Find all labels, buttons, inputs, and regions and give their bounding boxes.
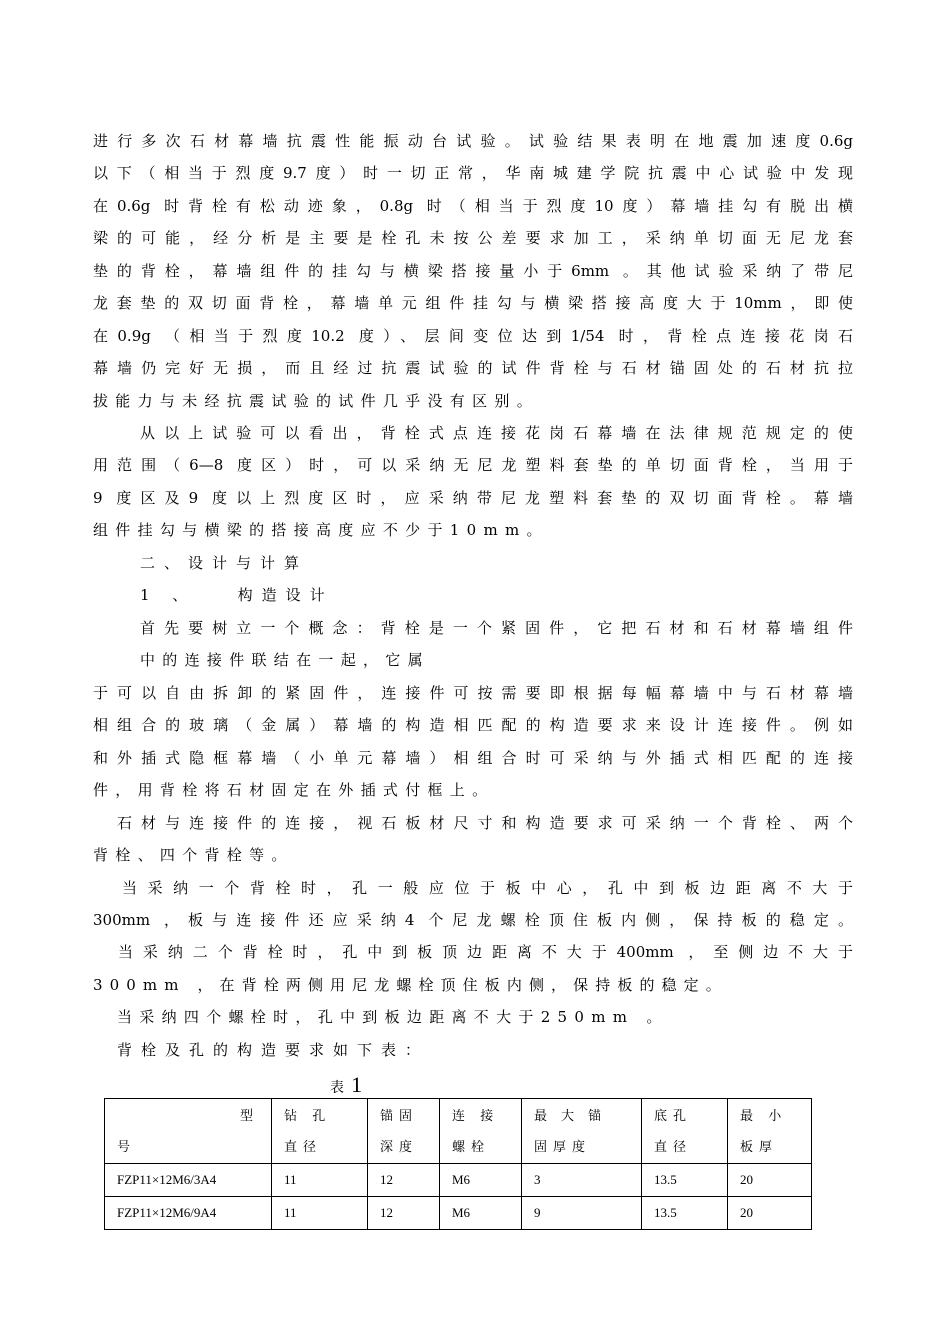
table-cell: 3	[522, 1164, 642, 1197]
text-line: 从以上试验可以看出，背栓式点连接花岗石幕墙在法律规范规定的使	[140, 424, 853, 442]
text-line: 当采纳二个背栓时，孔中到板顶边距离不大于400mm ，至侧边不大于	[118, 943, 853, 961]
header-text: 螺栓	[452, 1139, 491, 1154]
subsection-heading: 1 、 构造设计	[140, 586, 334, 604]
header-text: 底孔	[654, 1108, 693, 1123]
text-line: 于可以自由拆卸的紧固件，连接件可按需要即根据每幅幕墙中与石材幕墙	[93, 684, 853, 702]
table-cell: 20	[728, 1197, 812, 1230]
text-line: 相组合的玻璃（金属）幕墙的构造相匹配的构造要求来设计连接件。例如	[93, 716, 853, 734]
header-text: 连 接	[452, 1108, 500, 1123]
header-text: 深度	[380, 1139, 419, 1154]
table-header-row	[105, 1099, 812, 1164]
table-cell: FZP11×12M6/3A4	[105, 1164, 272, 1197]
header-cell-anchor-depth	[368, 1099, 440, 1164]
text-line: 背栓及孔的构造要求如下表：	[117, 1041, 430, 1059]
header-text: 最 小	[740, 1108, 788, 1123]
table-cell: 11	[272, 1197, 368, 1230]
header-text: 型	[239, 1108, 259, 1123]
text-line: 幕墙仍完好无损，而且经过抗震试验的试件背栓与石材锚固处的石材抗拉	[93, 359, 853, 377]
text-line: 300mm ，板与连接件还应采纳4 个尼龙螺栓顶住板内侧，保持板的稳定。	[93, 911, 853, 929]
table-cell: FZP11×12M6/9A4	[105, 1197, 272, 1230]
table-cell: M6	[440, 1197, 522, 1230]
header-text: 锚固	[380, 1108, 419, 1123]
header-text: 固厚度	[534, 1139, 592, 1154]
table-caption	[330, 1072, 362, 1098]
header-cell-max-anchor-thickness	[522, 1099, 642, 1164]
text-line: 300mm ，在背栓两侧用尼龙螺栓顶住板内侧，保持板的稳定。	[93, 976, 728, 994]
text-line: 垫的背栓，幕墙组件的挂勾与横梁搭接量小于6mm 。其他试验采纳了带尼	[93, 262, 853, 280]
text-line: 在0.9g （相当于烈度10.2 度）、层间变位达到1/54 时，背栓点连接花岗石	[93, 327, 853, 345]
text-line: 用范围（6—8 度区）时，可以采纳无尼龙塑料套垫的单切面背栓，当用于	[93, 456, 853, 474]
table-cell: 13.5	[642, 1197, 728, 1230]
table-cell: 11	[272, 1164, 368, 1197]
text-line: 首先要树立一个概念：背栓是一个紧固件，它把石材和石材幕墙组件	[140, 619, 853, 637]
header-cell-bottom-hole-diameter	[642, 1099, 728, 1164]
table-cell: 9	[522, 1197, 642, 1230]
spec-table	[104, 1098, 812, 1230]
header-cell-bolt	[440, 1099, 522, 1164]
text-line: 组件挂勾与横梁的搭接高度应不少于10mm。	[93, 521, 549, 539]
text-line: 当采纳四个螺栓时，孔中到板边距离不大于250mm 。	[117, 1008, 669, 1026]
table-caption-number: 1	[351, 1072, 363, 1097]
header-text: 最大锚	[534, 1108, 616, 1123]
text-line: 当采纳一个背栓时，孔一般应位于板中心，孔中到板边距离不大于	[122, 879, 853, 897]
text-line: 在0.6g 时背栓有松动迹象，0.8g 时（相当于烈度10度）幕墙挂勾有脱出横	[93, 197, 853, 215]
text-line: 中的连接件联结在一起，它属	[140, 651, 430, 669]
header-text: 号	[117, 1139, 137, 1154]
table-cell: M6	[440, 1164, 522, 1197]
text-line: 件，用背栓将石材固定在外插式付框上。	[93, 781, 495, 799]
text-line: 背栓、四个背栓等。	[93, 846, 294, 864]
table-cell: 12	[368, 1164, 440, 1197]
text-line: 和外插式隐框幕墙（小单元幕墙）相组合时可采纳与外插式相匹配的连接	[93, 749, 853, 767]
section-heading: 二、设计与计算	[140, 554, 309, 572]
header-text: 直径	[654, 1139, 693, 1154]
text-line: 9 度区及9 度以上烈度区时，应采纳带尼龙塑料套垫的双切面背栓。幕墙	[93, 489, 853, 507]
header-cell-drill-diameter	[272, 1099, 368, 1164]
text-line: 进行多次石材幕墙抗震性能振动台试验。试验结果表明在地震加速度0.6g	[93, 132, 853, 150]
text-line: 梁的可能，经分析是主要是栓孔未按公差要求加工，采纳单切面无尼龙套	[93, 229, 853, 247]
text-line: 龙套垫的双切面背栓，幕墙单元组件挂勾与横梁搭接高度大于10mm，即使	[93, 294, 853, 312]
table-cell: 12	[368, 1197, 440, 1230]
text-line: 以下（相当于烈度9.7度）时一切正常，华南城建学院抗震中心试验中发现	[93, 164, 853, 182]
text-line: 拔能力与未经抗震试验的试件几乎没有区别。	[93, 392, 540, 410]
table-caption-prefix: 表	[330, 1080, 346, 1096]
table-row	[105, 1197, 812, 1230]
header-text: 直径	[284, 1139, 323, 1154]
header-cell-min-thickness	[728, 1099, 812, 1164]
header-text: 板厚	[740, 1139, 779, 1154]
table-cell: 20	[728, 1164, 812, 1197]
table-cell: 13.5	[642, 1164, 728, 1197]
header-text: 钻 孔	[284, 1108, 332, 1123]
table-row	[105, 1164, 812, 1197]
text-line: 石材与连接件的连接，视石板材尺寸和构造要求可采纳一个背栓、两个	[117, 814, 853, 832]
header-cell-model	[105, 1099, 272, 1164]
